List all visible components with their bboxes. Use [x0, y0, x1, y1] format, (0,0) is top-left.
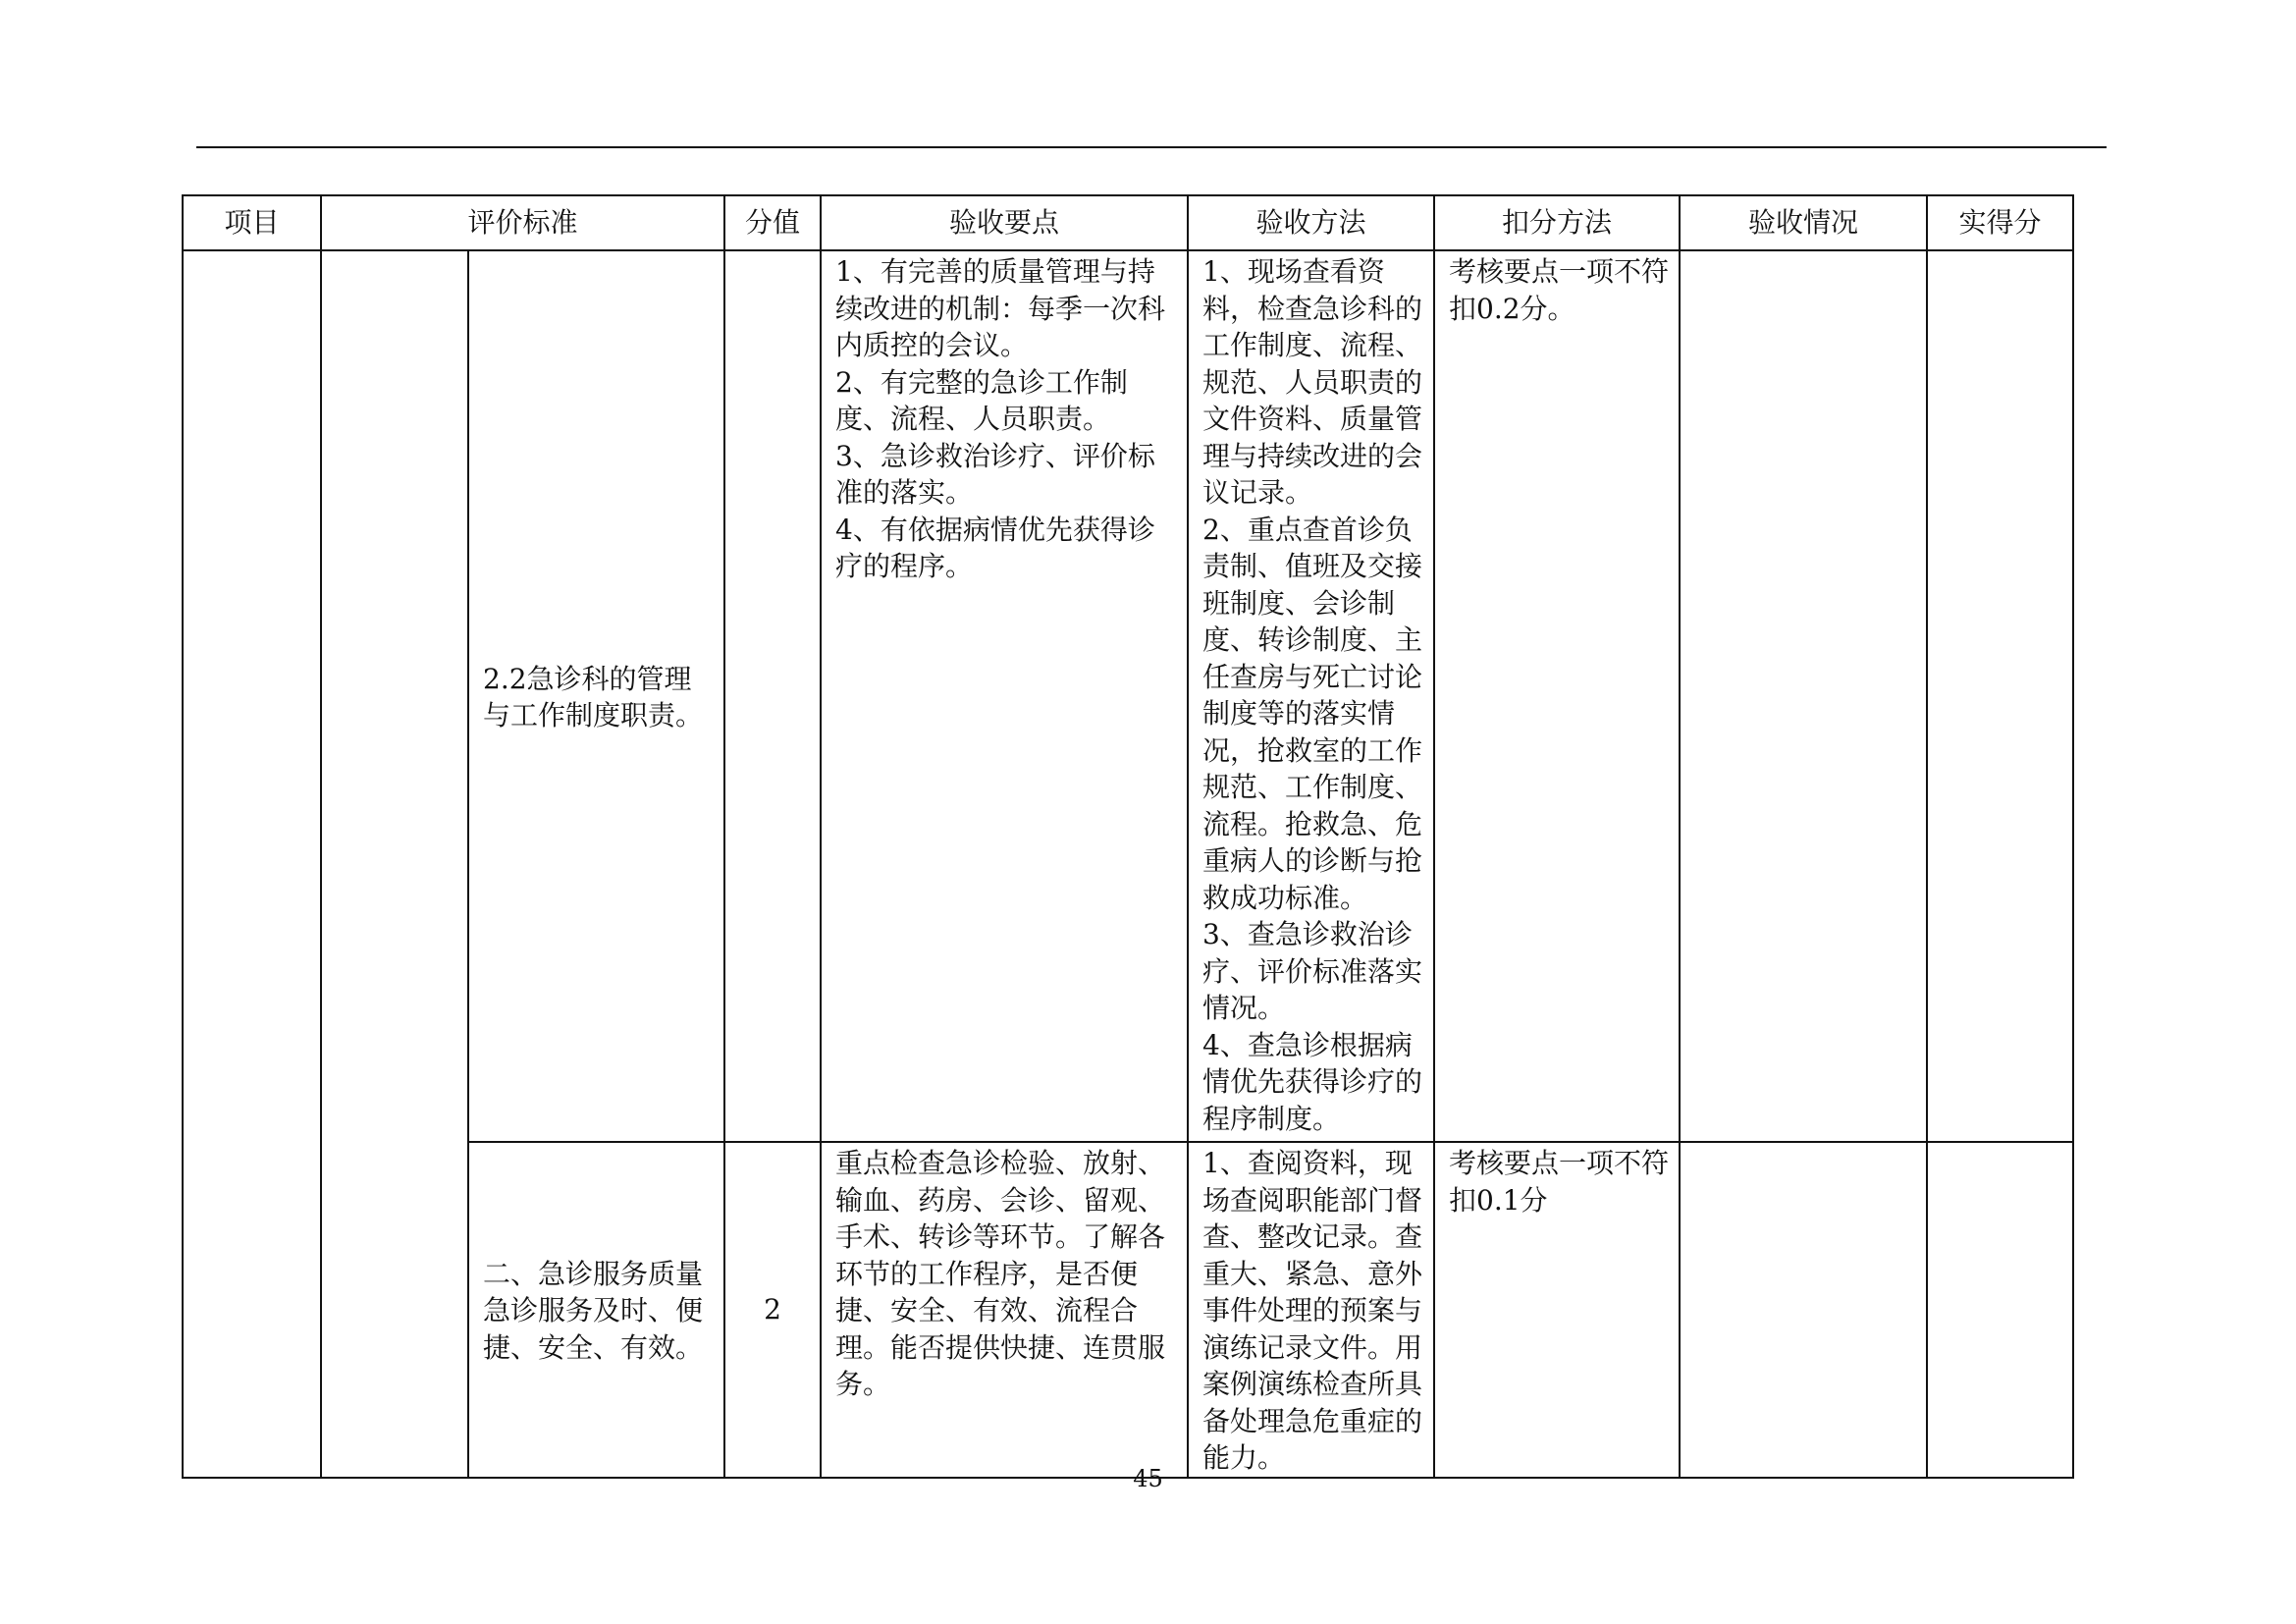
- page-number: 45: [1133, 1465, 1163, 1492]
- header-key-points: 验收要点: [821, 195, 1188, 250]
- project-cell: [183, 250, 321, 1478]
- deduction-cell: 考核要点一项不符扣0.1分: [1434, 1142, 1680, 1478]
- criteria-sub-cell: 2.2急诊科的管理与工作制度职责。: [468, 250, 724, 1142]
- header-rule: [196, 146, 2107, 148]
- header-deduction: 扣分方法: [1434, 195, 1680, 250]
- header-project: 项目: [183, 195, 321, 250]
- header-criteria: 评价标准: [321, 195, 724, 250]
- header-method: 验收方法: [1188, 195, 1434, 250]
- actual-score-cell: [1927, 250, 2073, 1142]
- score-cell: [724, 250, 821, 1142]
- criteria-main-cell: [321, 250, 468, 1478]
- criteria-sub-cell: 二、急诊服务质量急诊服务及时、便捷、安全、有效。: [468, 1142, 724, 1478]
- header-actual-score: 实得分: [1927, 195, 2073, 250]
- table-row: [183, 250, 2073, 1142]
- table-header-row: [183, 195, 2073, 250]
- key-points-cell: 重点检查急诊检验、放射、输血、药房、会诊、留观、手术、转诊等环节。了解各环节的工作程序，是否便捷、安全、有效、流程合理。能否提供快捷、连贯服务。: [821, 1142, 1188, 1478]
- header-score: 分值: [724, 195, 821, 250]
- deduction-cell: 考核要点一项不符扣0.2分。: [1434, 250, 1680, 1142]
- method-cell: 1、现场查看资料，检查急诊科的工作制度、流程、规范、人员职责的文件资料、质量管理与持续改进的会议记录。 2、重点查首诊负责制、值班及交接班制度、会诊制度、转诊制度、主任查房与死亡讨论制度等的落实情况，抢救室的工作规范、工作制度、流程。抢救急、危重病人的诊断与抢救成功标准。 3、查急诊救治诊疗、评价标准落实情况。 4、查急诊根据病情优先获得诊疗的程序制度。: [1188, 250, 1434, 1142]
- evaluation-table: [182, 194, 2074, 1479]
- status-cell: [1680, 1142, 1927, 1478]
- key-points-cell: 1、有完善的质量管理与持续改进的机制：每季一次科内质控的会议。 2、有完整的急诊工作制度、流程、人员职责。 3、急诊救治诊疗、评价标准的落实。 4、有依据病情优先获得诊疗的程序。: [821, 250, 1188, 1142]
- header-status: 验收情况: [1680, 195, 1927, 250]
- score-cell: 2: [724, 1142, 821, 1478]
- method-cell: 1、查阅资料，现场查阅职能部门督查、整改记录。查重大、紧急、意外事件处理的预案与演练记录文件。用案例演练检查所具备处理急危重症的能力。: [1188, 1142, 1434, 1478]
- status-cell: [1680, 250, 1927, 1142]
- actual-score-cell: [1927, 1142, 2073, 1478]
